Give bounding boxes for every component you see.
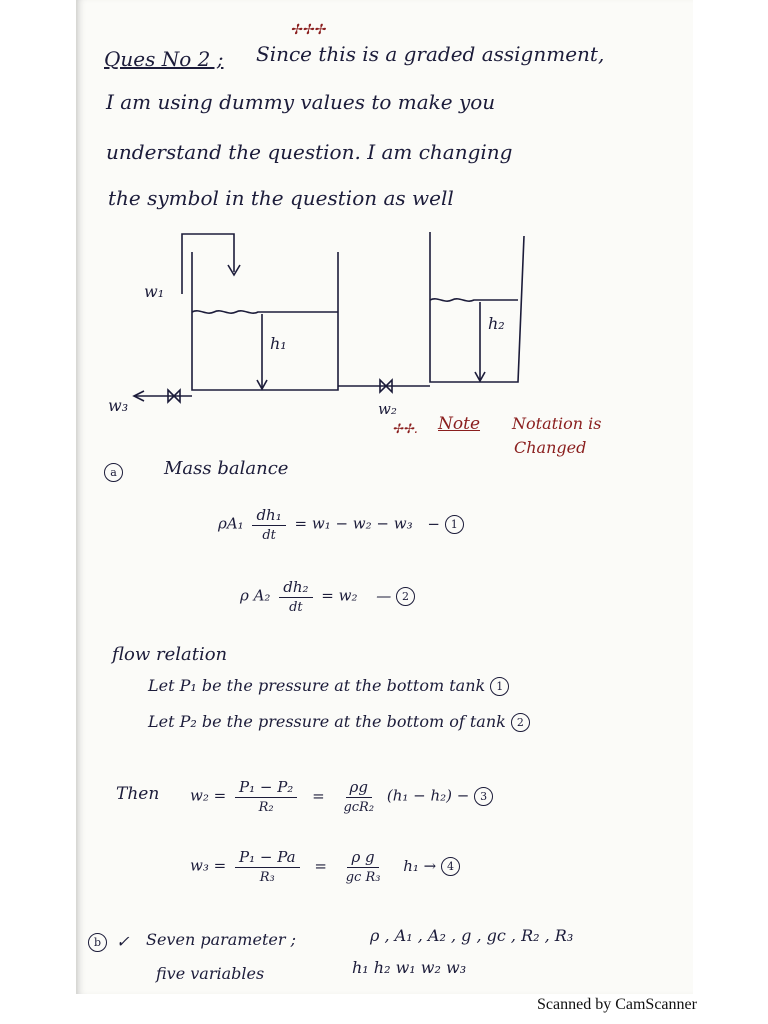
note-text-1: Notation is [512, 414, 602, 433]
eq1-lhs: ρA₁ [218, 514, 244, 533]
intro-line-4: the symbol in the question as well [108, 186, 454, 210]
eq2-lhs: ρ A₂ [240, 586, 271, 605]
note-label: Note [438, 414, 481, 434]
eq3-tag: 3 [474, 787, 493, 806]
label-h1: h₁ [270, 334, 287, 353]
params-list: ρ , A₁ , A₂ , g , gc , R₂ , R₃ [370, 926, 574, 945]
equation-4: w₃ = $\frac{\text{P₁ − Pa}}{\text{R₃}}$ = $\frac{\text{ρ g}}{\text{gc R₃}}$ h₁ → 4 [190, 848, 460, 885]
label-h2: h₂ [488, 314, 505, 333]
vars-label: five variables [156, 964, 265, 983]
let-p2-tag: 2 [511, 713, 530, 732]
scanner-watermark: Scanned by CamScanner [537, 996, 697, 1013]
header-mark: ✢✢✢ [290, 22, 326, 38]
eq4-tag: 4 [441, 857, 460, 876]
then-label: Then [116, 784, 160, 804]
eq1-rhs: = w₁ − w₂ − w₃ [294, 514, 413, 533]
level-tank-1 [192, 311, 338, 313]
note-mark: ✢✢. [392, 422, 418, 437]
eq3-fraction-2: $\frac{\rho g}{\text{gcR₂}}$ [343, 778, 375, 815]
let-p1-line: Let P₁ be the pressure at the bottom tank 1 [148, 676, 509, 696]
equation-2: ρ A₂ $\frac{\text{dh₂}}{dt}$ = w₂ — 2 [240, 578, 415, 615]
eq2-tag: 2 [396, 587, 415, 606]
eq4-fraction-2: $\frac{\text{ρ g}}{\text{gc R₃}}$ [345, 848, 381, 885]
question-label: Ques No 2 ; [104, 47, 224, 71]
eq3-fraction-1: $\frac{\text{P₁ − P₂}}{\text{R₂}}$ [235, 778, 297, 815]
eq2-rhs: = w₂ [321, 586, 358, 605]
level-tank-2 [430, 299, 518, 301]
eq1-tag: 1 [445, 515, 464, 534]
part-a-marker: a [104, 462, 123, 482]
intro-line-1: Since this is a graded assignment, [256, 42, 605, 66]
let-p1-tag: 1 [490, 677, 509, 696]
part-b-marker: b ✓ [88, 932, 130, 952]
tank-1 [192, 252, 338, 390]
mass-balance-heading: Mass balance [164, 458, 289, 479]
tank-diagram [100, 222, 540, 432]
label-w1: w₁ [144, 282, 165, 301]
vars-list: h₁ h₂ w₁ w₂ w₃ [352, 958, 467, 977]
equation-3: w₂ = $\frac{\text{P₁ − P₂}}{\text{R₂}}$ = $\frac{\rho g}{\text{gcR₂}}$ (h₁ − h₂) − 3 [190, 778, 493, 815]
label-w2: w₂ [378, 400, 397, 418]
intro-line-3: understand the question. I am changing [106, 140, 513, 164]
label-w3: w₃ [108, 396, 129, 415]
params-label: Seven parameter ; [146, 930, 296, 949]
tank-2 [430, 232, 524, 382]
check-mark: ✓ [116, 932, 130, 951]
eq1-fraction: $\frac{\text{dh₁}}{dt}$ [252, 506, 285, 543]
eq4-fraction-1: $\frac{\text{P₁ − Pa}}{\text{R₃}}$ [235, 848, 300, 885]
flow-relation-heading: flow relation [112, 644, 228, 665]
intro-line-2: I am using dummy values to make you [106, 90, 496, 114]
eq2-fraction: $\frac{\text{dh₂}}{dt}$ [279, 578, 312, 615]
let-p2-line: Let P₂ be the pressure at the bottom of tank 2 [148, 712, 530, 732]
equation-1: ρA₁ $\frac{\text{dh₁}}{dt}$ = w₁ − w₂ − w₃ − 1 [218, 506, 464, 543]
inlet-pipe [182, 234, 234, 294]
note-text-2: Changed [514, 438, 587, 457]
